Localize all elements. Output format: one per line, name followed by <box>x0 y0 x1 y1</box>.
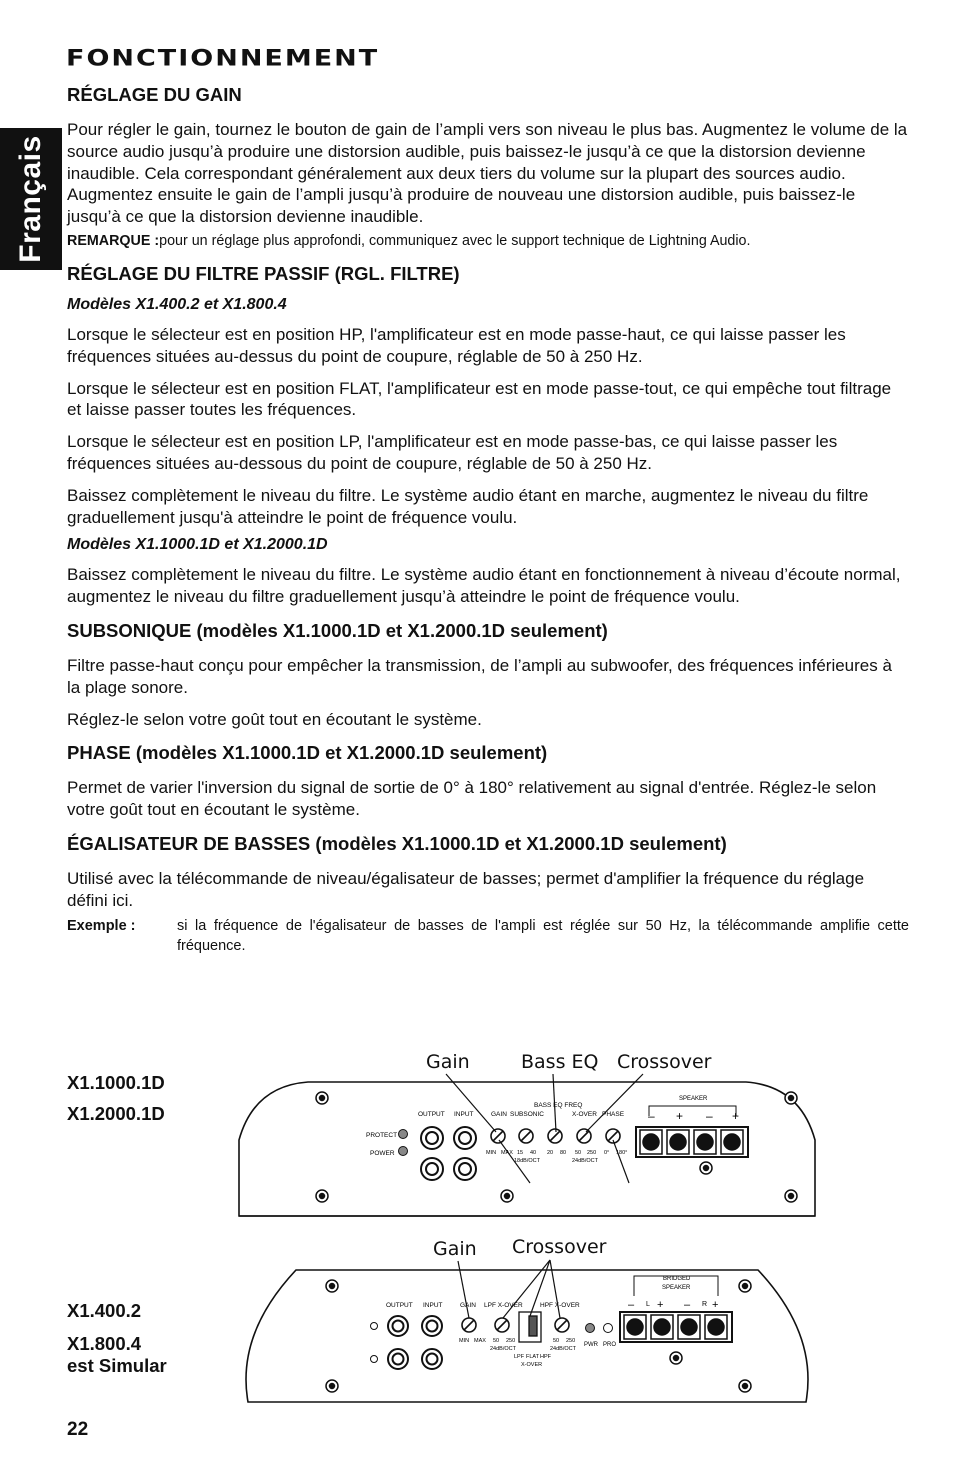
input-label-bottom: INPUT <box>423 1302 443 1309</box>
amp-panel-top <box>236 1076 818 1221</box>
callout-crossover-bottom: Crossover <box>512 1236 607 1258</box>
language-tab <box>0 128 62 270</box>
subsonic-panel-label: SUBSONIC <box>510 1111 544 1118</box>
subsonic-heading: SUBSONIQUE (modèles X1.1000.1D et X1.2000.1D seulement) <box>67 619 608 641</box>
max-label-bottom: MAX <box>474 1338 486 1344</box>
page-number: 22 <box>67 1419 89 1440</box>
xo-lo-label: 50 <box>575 1150 582 1156</box>
speaker-label: SPEAKER <box>679 1096 708 1102</box>
lpf-hi-label: 250 <box>506 1338 516 1344</box>
gain-max-label: MAX <box>501 1150 513 1156</box>
channel-icon <box>371 1323 378 1330</box>
callout-gain-bottom: Gain <box>433 1238 477 1260</box>
eq-lo-label: 20 <box>547 1150 554 1156</box>
power-label: POWER <box>370 1150 395 1157</box>
example-text: si la fréquence de l'égalisateur de basses de l'ampli est réglée sur 50 Hz, la télécommande amplifie cette fréquence. <box>177 917 909 954</box>
main-content <box>67 84 909 956</box>
gain-body: Pour régler le gain, tournez le bouton de gain de l’ampli vers son niveau le plus bas. Augmentez le volume de la source audio jusqu’à produire une distorsion audible, puis baissez-le jusqu’à ce que la distorsion devienne inaudible. Cela correspondant généralement aux deux tiers du volume sur la plupart des sources audio. Augmentez ensuite le gain de l’ampli jusqu’à produire de nouveau une distorsion audible, puis baissez-le jusqu’à ce que la distorsion devienne inaudible. <box>67 120 908 227</box>
minus-icon: – <box>706 1109 713 1123</box>
phase-panel-label: PHASE <box>602 1111 625 1118</box>
pro-led-icon <box>604 1324 613 1333</box>
filter-p2: Lorsque le sélecteur est en position FLAT, l'amplificateur est en mode passe-tout, ce qui empêche tout filtrage et laisse passer toutes les fréquences. <box>67 378 892 420</box>
phase-heading: PHASE (modèles X1.1000.1D et X1.2000.1D seulement) <box>67 742 548 764</box>
hpf-switch-label: HPF <box>540 1354 551 1360</box>
pwr-led-icon <box>586 1324 595 1333</box>
gain-note <box>67 232 909 250</box>
gain-min-label: MIN <box>486 1150 497 1156</box>
ph-lo-label: 0° <box>604 1150 610 1156</box>
filter-models-a: Modèles X1.400.2 et X1.800.4 <box>67 295 287 313</box>
output-label-bottom: OUTPUT <box>386 1302 413 1309</box>
subsonic-p2: Réglez-le selon votre goût tout en écoutant le système. <box>67 709 482 729</box>
bottom-model-2: X1.800.4 <box>67 1333 142 1354</box>
callout-gain: Gain <box>426 1051 470 1073</box>
gain-heading: RÉGLAGE DU GAIN <box>67 84 242 105</box>
protect-led-icon <box>399 1130 408 1139</box>
lpf-switch-label: LPF <box>514 1354 525 1360</box>
bottom-model-3: est Simular <box>67 1355 167 1376</box>
gain-panel-label-bottom: GAIN <box>460 1302 476 1309</box>
plus-icon: + <box>712 1299 719 1311</box>
filter-models-b: Modèles X1.1000.1D et X1.2000.1D <box>67 536 328 554</box>
hpf-slope-label: 24dB/OCT <box>550 1346 576 1352</box>
filter-p1: Lorsque le sélecteur est en position HP, l'amplificateur est en mode passe-haut, ce qui laisse passer les fréquences situées au-dessus du point de coupure, réglable de 50 à 250 Hz. <box>67 324 846 366</box>
input-label: INPUT <box>454 1111 474 1118</box>
minus-icon: – <box>684 1299 691 1311</box>
lpf-lo-label: 50 <box>493 1338 500 1344</box>
flat-switch-label: FLAT <box>526 1354 540 1360</box>
filter-p5: Baissez complètement le niveau du filtre. Le système audio étant en fonctionnement à niveau d’écoute normal, augmentez le niveau du filtre graduellement jusqu’à atteindre le point de fréquence voulu. <box>67 565 901 607</box>
language-tab-label: Français <box>14 135 47 263</box>
r-label: R <box>702 1301 708 1308</box>
filter-p4: Baissez complètement le niveau du filtre. Le système audio étant en marche, augmentez le niveau du filtre graduellement jusqu'à atteindre le point de fréquence voulu. <box>67 485 869 527</box>
bass-eq-p1: Utilisé avec la télécommande de niveau/égalisateur de basses; permet d'amplifier la fréquence du réglage défini ici. <box>67 868 865 910</box>
ph-hi-label: 180° <box>616 1150 628 1156</box>
top-model-2: X1.2000.1D <box>67 1103 165 1124</box>
xover-panel-label: X-OVER <box>572 1111 597 1118</box>
minus-icon: – <box>628 1299 635 1311</box>
phase-p1: Permet de varier l'inversion du signal de sortie de 0° à 180° relativement au signal d'entrée. Réglez-le selon votre goût tout en écoutant le système. <box>67 778 877 820</box>
xo-slope-label: 24dB/OCT <box>572 1158 598 1164</box>
eq-hi-label: 80 <box>560 1150 567 1156</box>
bottom-model-1: X1.400.2 <box>67 1300 142 1321</box>
min-label-bottom: MIN <box>459 1338 470 1344</box>
protect-label: PROTECT <box>366 1132 398 1139</box>
plus-icon: + <box>676 1109 684 1123</box>
plus-icon: + <box>657 1299 664 1311</box>
speaker-label-bottom: SPEAKER <box>662 1285 691 1291</box>
output-label: OUTPUT <box>418 1111 445 1118</box>
l-label: L <box>646 1301 650 1308</box>
top-model-1: X1.1000.1D <box>67 1072 165 1093</box>
pro-label: PRO <box>603 1342 617 1348</box>
hpf-lo-label: 50 <box>553 1338 560 1344</box>
bass-eq-freq-label: BASS EQ FREQ <box>534 1102 583 1109</box>
sub-slope-label: 18dB/OCT <box>514 1158 540 1164</box>
xo-hi-label: 250 <box>587 1150 597 1156</box>
amp-panel-bottom <box>236 1264 818 1406</box>
bridged-label: BRIDGED <box>663 1276 691 1282</box>
power-led-icon <box>399 1147 408 1156</box>
callout-crossover: Crossover <box>617 1051 712 1073</box>
channel-icon <box>371 1356 378 1363</box>
sub-lo-label: 15 <box>517 1150 524 1156</box>
filter-switch-icon <box>519 1312 541 1342</box>
gain-panel-label: GAIN <box>491 1111 507 1118</box>
filter-heading: RÉGLAGE DU FILTRE PASSIF (RGL. FILTRE) <box>67 262 460 284</box>
page-title: FONCTIONNEMENT <box>66 46 380 72</box>
hpf-hi-label: 250 <box>566 1338 576 1344</box>
pwr-label: PWR <box>584 1342 598 1348</box>
bass-eq-example <box>67 916 909 956</box>
minus-icon: – <box>648 1109 655 1123</box>
amp-panel-top-drawing <box>236 1076 818 1221</box>
note-label: REMARQUE : <box>67 232 160 249</box>
lpf-slope-label: 24dB/OCT <box>490 1346 516 1352</box>
example-label: Exemple : <box>67 917 136 934</box>
subsonic-p1: Filtre passe-haut conçu pour empêcher la transmission, de l’ampli au subwoofer, des fréquences inférieures à la plage sonore. <box>67 655 892 697</box>
amp-panel-bottom-drawing <box>236 1264 818 1406</box>
bass-eq-heading: ÉGALISATEUR DE BASSES (modèles X1.1000.1D et X1.2000.1D seulement) <box>67 832 727 854</box>
lpf-xover-label: LPF X-OVER <box>484 1302 523 1309</box>
xover-switch-label: X-OVER <box>521 1362 543 1368</box>
callout-bass-eq: Bass EQ <box>521 1051 599 1073</box>
filter-p3: Lorsque le sélecteur est en position LP, l'amplificateur est en mode passe-bas, ce qui laisse passer les fréquences situées au-dessous du point de coupure, réglable de 50 à 250 Hz. <box>67 432 838 473</box>
plus-icon: + <box>732 1109 740 1123</box>
sub-hi-label: 40 <box>530 1150 537 1156</box>
note-text: pour un réglage plus approfondi, communiquez avec le support technique de Lightning Audio. <box>159 232 751 249</box>
hpf-xover-label: HPF X-OVER <box>540 1302 580 1309</box>
